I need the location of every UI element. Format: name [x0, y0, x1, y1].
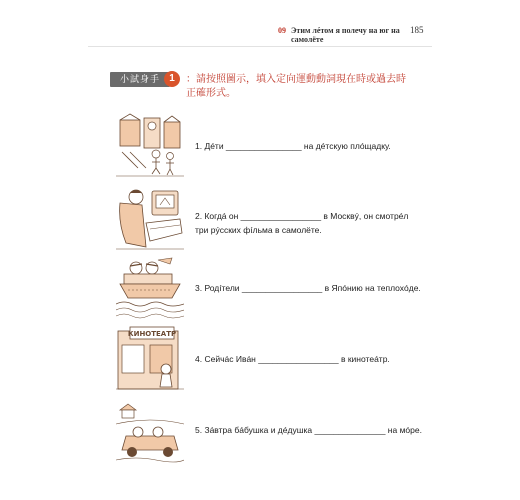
airplane-cabin-illustration: [116, 183, 184, 251]
exercise-item-2: [116, 183, 436, 253]
exercise-item-3: [116, 254, 436, 324]
chapter-number: 09: [278, 26, 286, 35]
exercise-item-1: [116, 112, 436, 182]
exercise-label: 小試身手: [110, 72, 170, 87]
cinema-sign: КИНОТЕАТР: [127, 330, 177, 338]
textbook-page: [88, 0, 432, 500]
sentence-4: 4. Сейчáс Ивáн _________________ в кинотеáтр.: [195, 354, 390, 364]
sentence-3: 3. Родíтели _________________ в Япóнию на теплохóде.: [195, 283, 421, 293]
exercise-item-5: [116, 396, 436, 466]
exercise-number-badge: 1: [164, 71, 180, 87]
page-header: [88, 0, 432, 47]
chapter-title: Этим лéтом я полечу на юг на самолёте: [291, 26, 400, 44]
sentence-5: 5. Зáвтра бáбушка и дéдушка _______________ на мóре.: [195, 425, 422, 435]
grandparents-car-illustration: [116, 396, 184, 464]
ship-illustration: [116, 254, 184, 322]
exercise-item-4: [116, 325, 436, 395]
playground-illustration: [116, 112, 184, 180]
cinema-illustration: [116, 325, 184, 393]
sentence-2-line-2: три рýсских фíльма в самолёте.: [195, 225, 322, 235]
page-number: 185: [410, 25, 424, 35]
sentence-2-line-1: 2. Когдá он _________________ в Москвý, он смотрéл: [195, 211, 409, 221]
sentence-1: 1. Дéти ________________ на дéтскую плóщадку.: [195, 141, 391, 151]
exercise-instruction: ：請按照圖示，填入定向運動動詞現在時或過去時正確形式。: [186, 74, 406, 99]
